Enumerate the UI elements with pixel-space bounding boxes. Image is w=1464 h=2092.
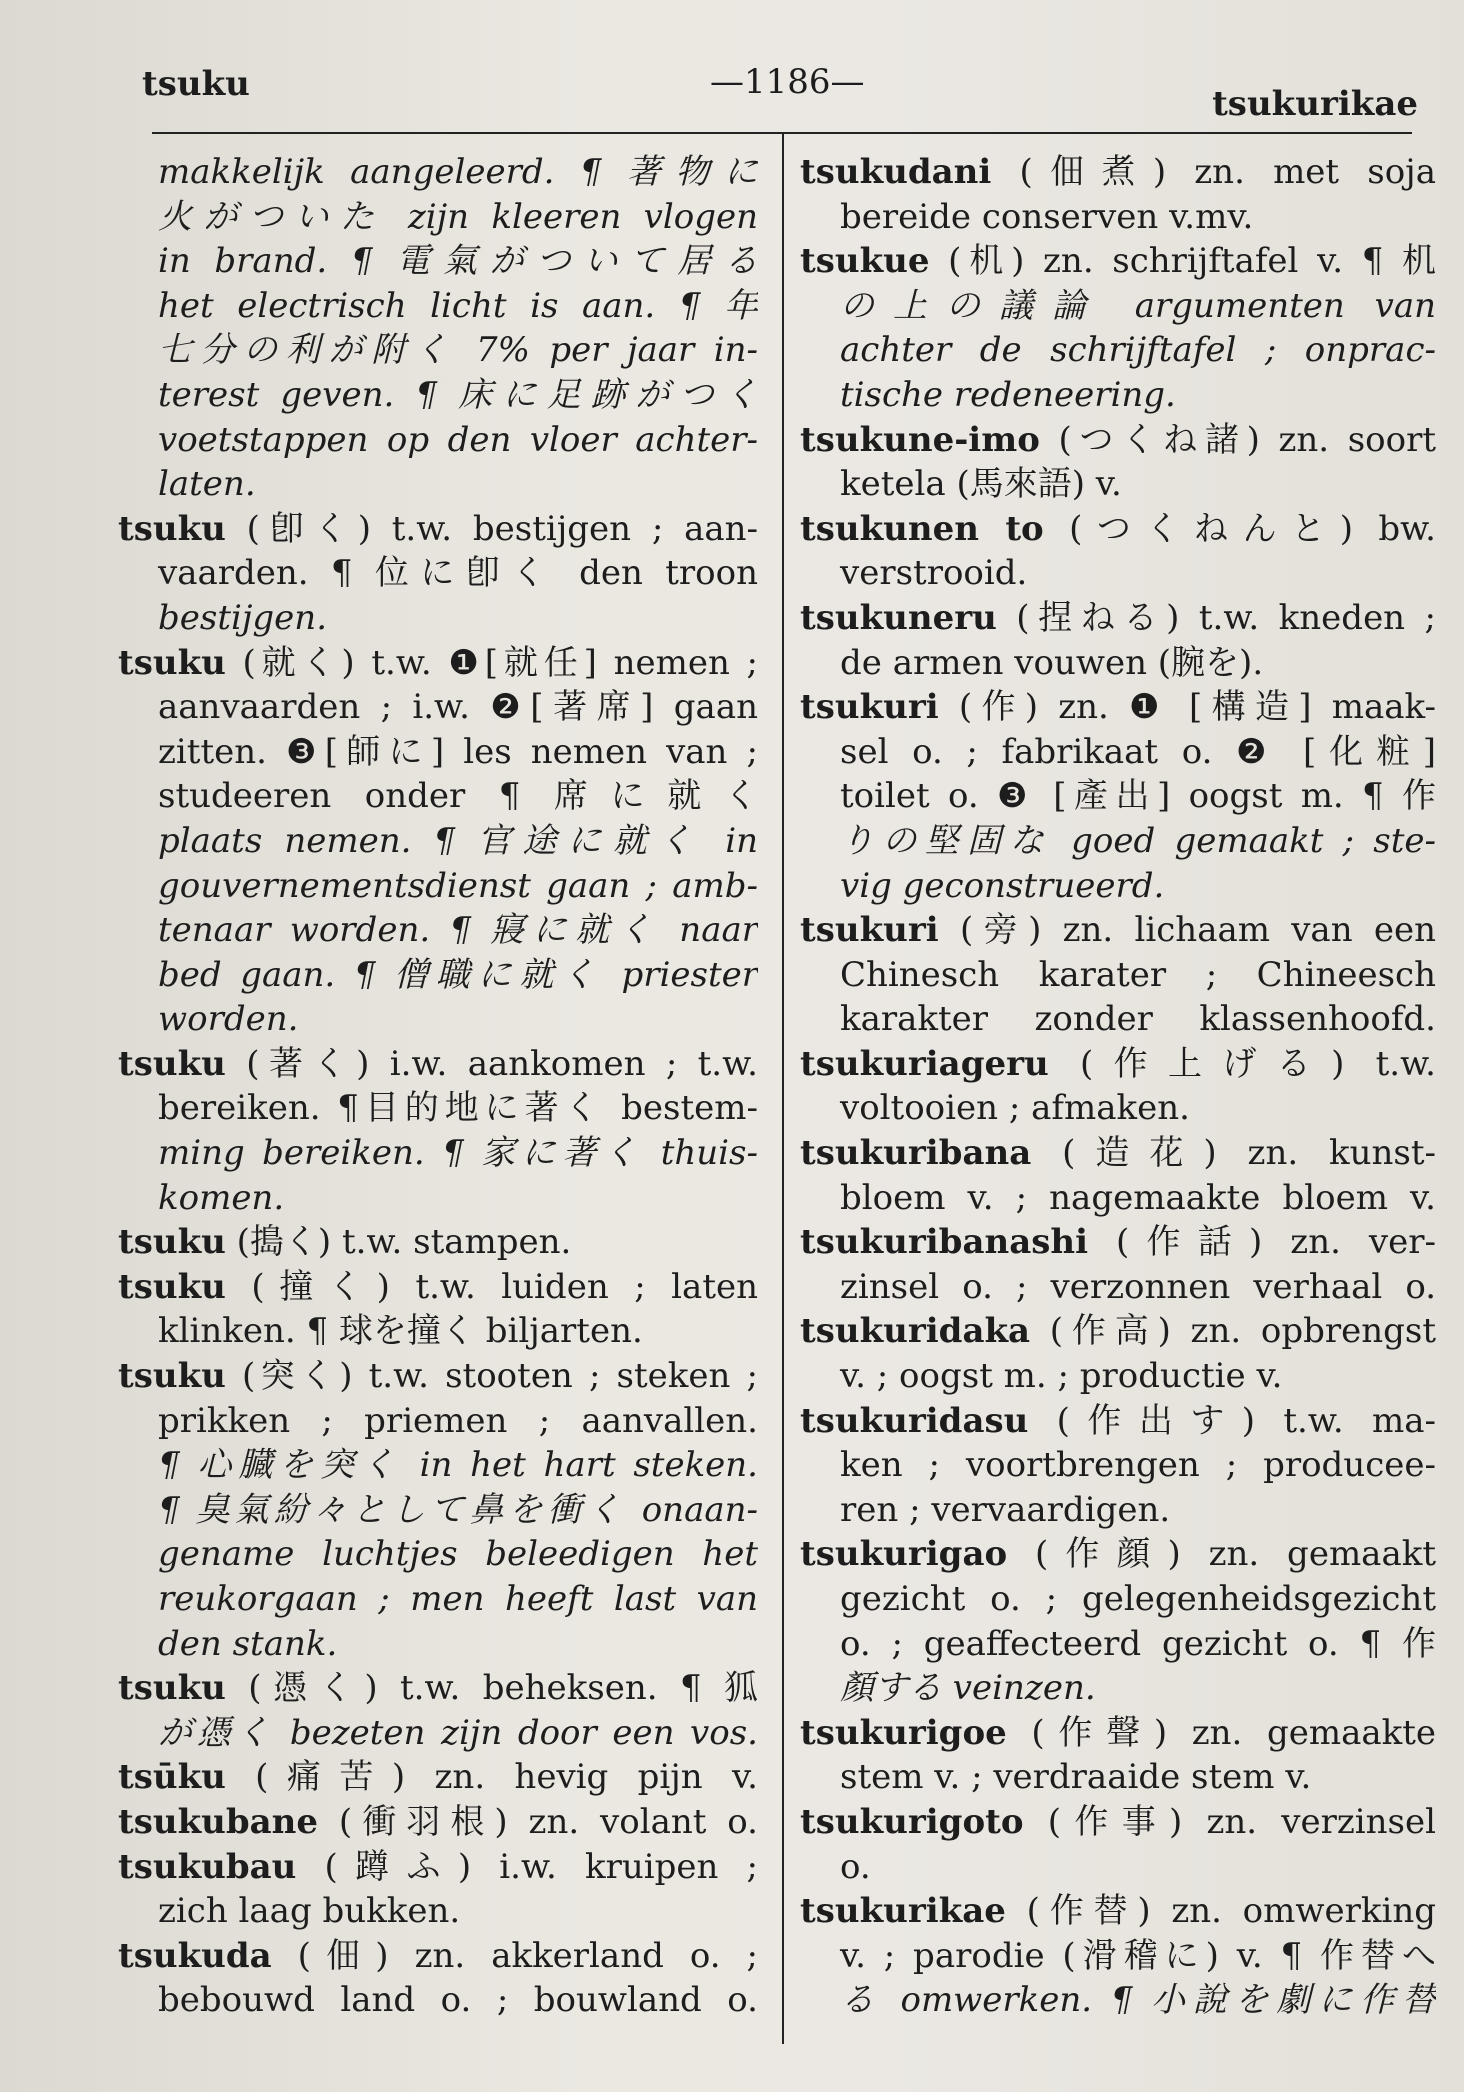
dictionary-entry-line <box>800 908 1436 953</box>
headword: tsukunen to <box>800 508 1044 549</box>
entry-text: (佃煮) zn. met soja <box>991 152 1436 192</box>
entry-text: (搗く) t.w. stampen. <box>225 1222 572 1263</box>
entry-text: 火がついた zijn kleeren vlogen <box>158 196 758 237</box>
dictionary-entry-line <box>800 1042 1436 1087</box>
entry-text: (作高) zn. opbrengst <box>1030 1311 1436 1352</box>
entry-continuation-line <box>118 150 758 195</box>
entry-text: (つくねんと) bw. <box>1043 508 1436 549</box>
entry-text: bestijgen. <box>158 597 328 638</box>
entry-text: (卽く) t.w. bestijgen ; aan- <box>225 508 758 549</box>
entry-text: makkelijk aangeleerd. ¶ 著物に <box>158 152 758 192</box>
entry-continuation-line <box>800 195 1436 240</box>
page-header <box>0 58 1464 124</box>
entry-continuation-line <box>118 462 758 507</box>
entry-text: het electrisch licht is aan. ¶ 年 <box>158 285 758 326</box>
entry-continuation-line <box>800 284 1436 329</box>
headword: tsuku <box>118 1043 226 1084</box>
entry-continuation-line <box>800 1845 1436 1890</box>
entry-text: 七分の利が附く 7% per jaar in- <box>158 330 758 371</box>
entry-text: worden. <box>158 999 299 1040</box>
entry-text: gouvernementsdienst gaan ; amb- <box>158 865 758 906</box>
entry-text: verstrooid. <box>840 553 1028 594</box>
dictionary-entry-line <box>800 507 1436 552</box>
entry-continuation-line <box>800 1265 1436 1310</box>
entry-text: aanvaarden ; i.w. ❷[著席] gaan <box>158 687 758 728</box>
entry-text: den stank. <box>158 1623 338 1664</box>
entry-text: gename luchtjes beleedigen het <box>158 1534 758 1575</box>
entry-continuation-line <box>118 1978 758 2023</box>
headword: tsukuridaka <box>800 1311 1031 1352</box>
entry-continuation-line <box>800 1978 1436 2023</box>
entry-text: de armen vouwen (腕を). <box>840 642 1264 683</box>
entry-text: vig geconstrueerd. <box>840 865 1165 906</box>
entry-text: (作出す) t.w. ma- <box>1028 1400 1436 1441</box>
entry-continuation-line <box>118 1889 758 1934</box>
entry-continuation-line <box>800 1488 1436 1533</box>
entry-text: studeeren onder ¶ 席に就く <box>158 776 758 817</box>
entry-text: gezicht o. ; gelegenheidsgezicht <box>840 1579 1436 1619</box>
entry-text: tenaar worden. ¶ 寢に就く naar <box>158 910 758 951</box>
entry-text: achter de schrijftafel ; onprac- <box>840 330 1436 371</box>
headword: tsukue <box>800 241 930 282</box>
entry-continuation-line <box>800 1354 1436 1399</box>
dictionary-entry-line <box>800 1532 1436 1577</box>
entry-text: Chinesch karater ; Chineesch <box>840 954 1436 995</box>
headword: tsuku <box>118 642 226 683</box>
entry-text: vaarden. ¶ 位に卽く den troon <box>158 553 758 594</box>
entry-text: (突く) t.w. stooten ; steken ; <box>225 1356 758 1397</box>
entry-text: (机) zn. schrijftafel v. ¶ 机 <box>929 241 1436 282</box>
entry-text: ketela (馬來語) v. <box>840 464 1122 505</box>
dictionary-entry-line <box>800 150 1436 195</box>
entry-continuation-line <box>800 1622 1436 1667</box>
entry-continuation-line <box>800 1176 1436 1221</box>
entry-text: (作事) zn. verzinsel <box>1023 1801 1436 1842</box>
entry-text: bloem v. ; nagemaakte bloem v. <box>840 1177 1436 1218</box>
headword: tsukuneru <box>800 597 997 638</box>
entry-continuation-line <box>800 1443 1436 1488</box>
entry-continuation-line <box>118 1309 758 1354</box>
entry-text: klinken. ¶ 球を撞く biljarten. <box>158 1311 643 1352</box>
headword: tsuku <box>118 1356 226 1397</box>
dictionary-entry-line <box>118 1354 758 1399</box>
entry-text: laten. <box>158 464 256 505</box>
page-number: —1186— <box>710 62 865 102</box>
dictionary-entry-line <box>118 1800 758 1845</box>
entry-continuation-line <box>800 774 1436 819</box>
entry-text: ¶ 心臓を突く in het hart steken. <box>158 1445 758 1486</box>
entry-continuation-line <box>800 641 1436 686</box>
dictionary-entry-line <box>118 507 758 552</box>
entry-continuation-line <box>800 1934 1436 1979</box>
entry-text: (作話) zn. ver- <box>1088 1222 1436 1263</box>
headword: tsukubane <box>118 1801 318 1842</box>
left-column <box>118 150 758 2023</box>
headword: tsukuri <box>800 910 939 951</box>
header-left-guide-word: tsuku <box>142 64 250 104</box>
dictionary-entry-line <box>800 1220 1436 1265</box>
entry-text: (旁) zn. lichaam van een <box>938 910 1436 951</box>
entry-text: (佃) zn. akkerland o. ; <box>271 1935 758 1976</box>
column-divider <box>782 134 784 2044</box>
entry-text: (作) zn. ❶ [構造] maak- <box>938 687 1436 728</box>
entry-text: karakter zonder klassenhoofd. <box>840 999 1436 1040</box>
entry-continuation-line <box>800 1666 1436 1711</box>
entry-text: ¶ 臭氣紛々として鼻を衝く onaan- <box>158 1489 758 1530</box>
entry-continuation-line <box>800 462 1436 507</box>
entry-continuation-line <box>118 997 758 1042</box>
entry-continuation-line <box>800 1577 1436 1622</box>
entry-continuation-line <box>118 1488 758 1533</box>
entry-continuation-line <box>118 596 758 641</box>
headword: tsukune-imo <box>800 419 1040 460</box>
entry-continuation-line <box>800 819 1436 864</box>
headword: tsukuda <box>118 1935 272 1976</box>
entry-text: toilet o. ❸ [產出] oogst m. ¶ 作 <box>840 776 1436 817</box>
entry-text: zich laag bukken. <box>158 1891 461 1932</box>
entry-text: (痛苦) zn. hevig pijn v. <box>225 1757 758 1798</box>
entry-continuation-line <box>118 774 758 819</box>
entry-text: reukorgaan ; men heeft last van <box>158 1579 758 1619</box>
right-column <box>800 150 1436 2023</box>
headword: tsukurigao <box>800 1534 1008 1575</box>
entry-text: sel o. ; fabrikaat o. ❷ [化粧] <box>840 731 1436 772</box>
dictionary-entry-line <box>800 1309 1436 1354</box>
entry-text: の上の議論 argumenten van <box>840 285 1436 326</box>
entry-text: る omwerken. ¶ 小說を劇に作替 <box>840 1980 1436 2021</box>
headword: tsukuri <box>800 687 939 728</box>
dictionary-entry-line <box>800 1800 1436 1845</box>
headword: tsukuriageru <box>800 1043 1049 1084</box>
dictionary-entry-line <box>800 1711 1436 1756</box>
entry-continuation-line <box>118 1176 758 1221</box>
dictionary-entry-line <box>118 1845 758 1890</box>
entry-text: voetstappen op den vloer achter- <box>158 419 758 460</box>
dictionary-entry-line <box>118 1042 758 1087</box>
entry-text: (作上げる) t.w. <box>1048 1043 1436 1084</box>
entry-text: 顏する veinzen. <box>840 1668 1096 1709</box>
headword: tsukubau <box>118 1846 297 1887</box>
entry-continuation-line <box>800 1755 1436 1800</box>
entry-text: bebouwd land o. ; bouwland o. <box>158 1980 758 2021</box>
entry-text: in brand. ¶ 電氣がついて居る <box>158 241 758 282</box>
headword: tsuku <box>118 1222 226 1263</box>
entry-continuation-line <box>118 953 758 998</box>
entry-text: (作顔) zn. gemaakt <box>1007 1534 1436 1575</box>
entry-continuation-line <box>118 195 758 240</box>
entry-continuation-line <box>800 328 1436 373</box>
entry-text: が憑く bezeten zijn door een vos. <box>158 1712 758 1753</box>
dictionary-entry-line <box>800 418 1436 463</box>
entry-text: stem v. ; verdraaide stem v. <box>840 1757 1312 1798</box>
entry-text: (憑く) t.w. beheksen. ¶ 狐 <box>225 1668 758 1709</box>
entry-continuation-line <box>118 1086 758 1131</box>
entry-text: komen. <box>158 1177 285 1218</box>
headword: tsukudani <box>800 152 992 192</box>
entry-continuation-line <box>118 239 758 284</box>
entry-continuation-line <box>118 1131 758 1176</box>
entry-text: zinsel o. ; verzonnen verhaal o. <box>840 1266 1436 1307</box>
headword: tsuku <box>118 1266 226 1307</box>
entry-continuation-line <box>118 551 758 596</box>
headword: tsūku <box>118 1757 226 1798</box>
dictionary-entry-line <box>118 641 758 686</box>
entry-continuation-line <box>800 997 1436 1042</box>
dictionary-entry-line <box>800 1131 1436 1176</box>
dictionary-entry-line <box>800 1399 1436 1444</box>
entry-continuation-line <box>800 730 1436 775</box>
entry-text: prikken ; priemen ; aanvallen. <box>158 1400 758 1441</box>
dictionary-entry-line <box>118 1220 758 1265</box>
headword: tsukurigoto <box>800 1801 1024 1842</box>
entry-continuation-line <box>800 373 1436 418</box>
entry-continuation-line <box>118 1532 758 1577</box>
headword: tsukuridasu <box>800 1400 1029 1441</box>
entry-text: (蹲ふ) i.w. kruipen ; <box>296 1846 758 1887</box>
entry-continuation-line <box>118 328 758 373</box>
entry-text: bed gaan. ¶ 僧職に就く priester <box>158 954 758 995</box>
entry-text: zitten. ❸[師に] les nemen van ; <box>158 731 758 772</box>
entry-continuation-line <box>118 373 758 418</box>
entry-text: (造花) zn. kunst- <box>1031 1133 1436 1174</box>
entry-continuation-line <box>118 730 758 775</box>
entry-text: o. ; geaffecteerd gezicht o. ¶ 作 <box>840 1623 1436 1664</box>
entry-text: terest geven. ¶ 床に足跡がつく <box>158 374 758 415</box>
entry-text: bereide conserven v.mv. <box>840 196 1254 237</box>
entry-continuation-line <box>118 819 758 864</box>
entry-continuation-line <box>118 284 758 329</box>
entry-text: bereiken. ¶目的地に著く bestem- <box>158 1088 758 1129</box>
entry-continuation-line <box>118 908 758 953</box>
entry-text: (著く) i.w. aankomen ; t.w. <box>225 1043 758 1084</box>
entry-text: (つくね諸) zn. soort <box>1039 419 1436 460</box>
entry-continuation-line <box>118 1711 758 1756</box>
entry-continuation-line <box>118 418 758 463</box>
entry-continuation-line <box>118 1443 758 1488</box>
entry-text: voltooien ; afmaken. <box>840 1088 1190 1129</box>
entry-continuation-line <box>800 1086 1436 1131</box>
entry-continuation-line <box>800 551 1436 596</box>
entry-text: tische redeneering. <box>840 374 1176 415</box>
dictionary-entry-line <box>800 685 1436 730</box>
entry-continuation-line <box>118 864 758 909</box>
entry-text: (就く) t.w. ❶[就任] nemen ; <box>225 642 758 683</box>
dictionary-entry-line <box>118 1934 758 1979</box>
headword: tsuku <box>118 1668 226 1709</box>
entry-text: ken ; voortbrengen ; produceе- <box>840 1445 1436 1486</box>
entry-continuation-line <box>118 1577 758 1622</box>
entry-continuation-line <box>118 1622 758 1667</box>
entry-text: ming bereiken. ¶ 家に著く thuis- <box>158 1133 758 1174</box>
headword: tsuku <box>118 508 226 549</box>
entry-text: (作替) zn. omwerking <box>1005 1891 1436 1932</box>
entry-continuation-line <box>800 953 1436 998</box>
dictionary-entry-line <box>118 1265 758 1310</box>
dictionary-entry-line <box>800 596 1436 641</box>
entry-continuation-line <box>118 1399 758 1444</box>
entry-continuation-line <box>800 864 1436 909</box>
entry-text: plaats nemen. ¶ 官途に就く in <box>158 820 758 861</box>
header-right-guide-word: tsukurikae <box>1212 84 1418 124</box>
dictionary-entry-line <box>800 1889 1436 1934</box>
headword: tsukurigoe <box>800 1712 1007 1753</box>
dictionary-entry-line <box>118 1666 758 1711</box>
entry-text: ren ; vervaardigen. <box>840 1489 1171 1530</box>
entry-continuation-line <box>118 685 758 730</box>
entry-text: v. ; parodie (滑稽に) v. ¶ 作替へ <box>840 1935 1436 1976</box>
entry-text: (撞く) t.w. luiden ; laten <box>225 1266 758 1307</box>
headword: tsukurikae <box>800 1891 1006 1932</box>
entry-text: (作聲) zn. gemaakte <box>1006 1712 1436 1753</box>
entry-text: o. <box>840 1846 871 1887</box>
entry-text: v. ; oogst m. ; productie v. <box>840 1356 1283 1397</box>
entry-text: りの堅固な goed gemaakt ; ste- <box>840 820 1436 861</box>
entry-text: (衝羽根) zn. volant o. <box>318 1801 758 1842</box>
headword: tsukuribanashi <box>800 1222 1089 1263</box>
entry-text: (捏ねる) t.w. kneden ; <box>996 597 1436 638</box>
dictionary-entry-line <box>118 1755 758 1800</box>
headword: tsukuribana <box>800 1133 1032 1174</box>
dictionary-entry-line <box>800 239 1436 284</box>
